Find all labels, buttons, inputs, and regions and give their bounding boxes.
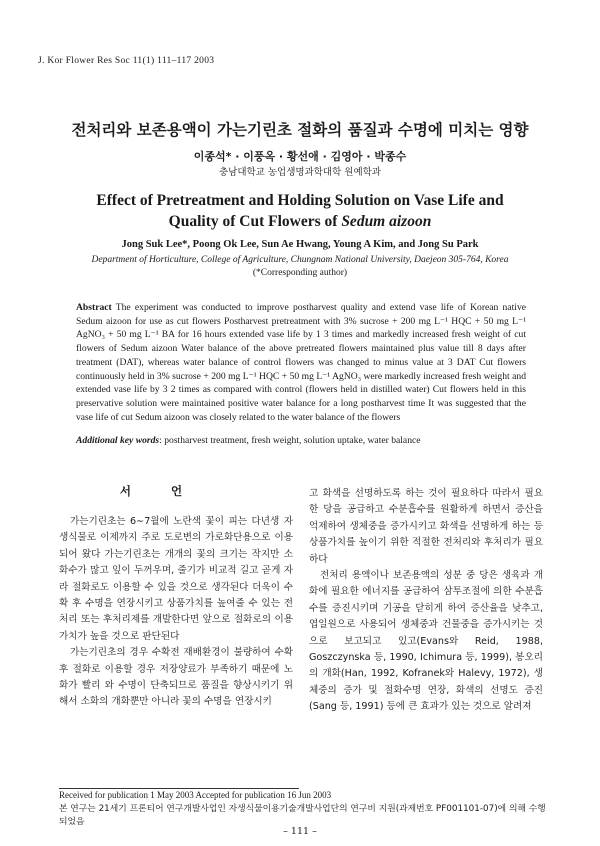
paragraph: 고 화색을 선명하도록 하는 것이 필요하다 따라서 필요한 당을 공급하고 수분흡수를 원활하게 하면서 증산을 억제하여 생체중을 증가시키고 화색을 선명하게 하는 등 상품가치를 높이기 위한 적절한 전처리와 후처리가 필요하다: [309, 488, 543, 565]
english-affiliation-line1: Department of Horticulture, College of Agriculture, Chungnam National University, Daejeon 305-764, Korea: [91, 255, 509, 265]
body-column-right: [309, 486, 543, 716]
english-title: [0, 190, 600, 232]
footnote-received: Received for publication 1 May 2003 Accepted for publication 16 Jun 2003: [59, 790, 332, 800]
keywords: [76, 435, 526, 446]
korean-title: 전처리와 보존용액이 가는기린초 절화의 품질과 수명에 미치는 영향: [71, 121, 529, 139]
korean-affiliation: 충남대학교 농업생명과학대학 원예학과: [218, 167, 382, 178]
corresponding-author-note: (*Corresponding author): [252, 268, 348, 278]
abstract-text: The experiment was conducted to improve postharvest quality and extend vase life of Korean native Sedum aizoon for use as cut flowers Postharvest pretreatment with 3% sucrose + 200 mg L⁻¹ HQC + 50 mg L⁻¹ AgNO₃ + 50 mg L⁻¹ BA for 16 hours extended vase life by 1 3 times and markedly increased fresh weight of cut flowers of Sedum aizoon Water balance of the above pretreated flowers maintained plus value till 8 days after treatment (DAT), whereas water balance of control flowers was changed to minus value at 3 DAT Cut flowers continuously held in 3% sucrose + 200 mg L⁻¹ HQC + 50 mg L⁻¹ AgNO₃ were markedly increased fresh weight and extended vase life by 3 2 times as compared with control (flowers held in distilled water) Cut flowers held in this preservative solution were maintained positive water balance for a long postharvest time It was suggested that the vase life of cut Sedum aizoon was closely related to the water balance of the flowers: [76, 302, 527, 423]
keywords-text: : postharvest treatment, fresh weight, solution uptake, water balance: [159, 435, 421, 446]
journal-citation: J. Kor Flower Res Soc 11(1) 111–117 2003: [38, 56, 215, 66]
footnote-funding: 본 연구는 21세기 프론티어 연구개발사업인 자생식물이용기술개발사업단의 연구비 지원(과제번호 PF001101-07)에 의해 수행되었음: [59, 804, 546, 827]
english-title-species: Sedum aizoon: [341, 213, 432, 230]
english-affiliation: [60, 254, 540, 280]
body-column-left: [59, 514, 293, 711]
abstract: [76, 301, 526, 424]
paragraph: 전처리 용액이나 보존용액의 성분 중 당은 생육과 개화에 필요한 에너지를 공급하여 삼투조절에 의한 수분흡수를 증진시키며 기공을 닫히게 하여 증산율을 낮추고, 엽일원으로 사용되어 생체중과 건물중을 증가시키는 것으로 보고되고 있고(Evans와 Reid, 1988, Goszczynska 등, 1990, Ichimura 등, 1999), 봉오리의 개화(Han, 1992, Kofranek와 Halevy, 1972), 생체중의 증가 및 절화수명 연장, 화색의 선명도 증진(Sang 등, 1991) 등에 큰 효과가 있는 것으로 알려져: [309, 570, 543, 713]
page-number: – 111 –: [283, 826, 317, 837]
english-title-line2-prefix: Quality of Cut Flowers of: [168, 213, 342, 230]
paragraph: 가는기린초는 6∼7월에 노란색 꽃이 피는 다년생 자생식물로 이제까지 주로 도로변의 가로화단용으로 이용되어 왔다 가는기린초는 개개의 꽃의 크기는 작지만 소화수가 많고 잎이 두꺼우며, 줄기가 비교적 길고 곧게 자라 절화로도 이용할 수 있을 것으로 생각된다 더욱이 수확 후 수명을 연장시키고 상품가치를 높여줄 수 있는 전처리 또는 후처리제를 개발한다면 앞으로 절화로의 이용가치가 높을 것으로 판단된다: [59, 516, 293, 642]
english-authors: Jong Suk Lee*, Poong Ok Lee, Sun Ae Hwang, Young A Kim, and Jong Su Park: [121, 239, 479, 250]
footnote-divider: [59, 788, 299, 789]
keywords-label: Additional key words: [76, 435, 160, 446]
english-title-line1: Effect of Pretreatment and Holding Solution on Vase Life and: [96, 192, 504, 209]
section-heading-introduction: 서 언: [119, 484, 201, 498]
abstract-label: Abstract: [76, 302, 112, 313]
paragraph: 가는기린초의 경우 수확전 재배환경이 불량하여 수확후 절화로 이용할 경우 저장양료가 부족하기 때문에 노화가 빨리 와 수명이 단축되므로 품질을 향상시키기 위해서 소화의 개화뿐만 아니라 꽃의 수명을 연장시키: [59, 647, 293, 708]
korean-authors: 이종석* · 이풍옥 · 황선애 · 김영아 · 박종수: [193, 150, 407, 163]
